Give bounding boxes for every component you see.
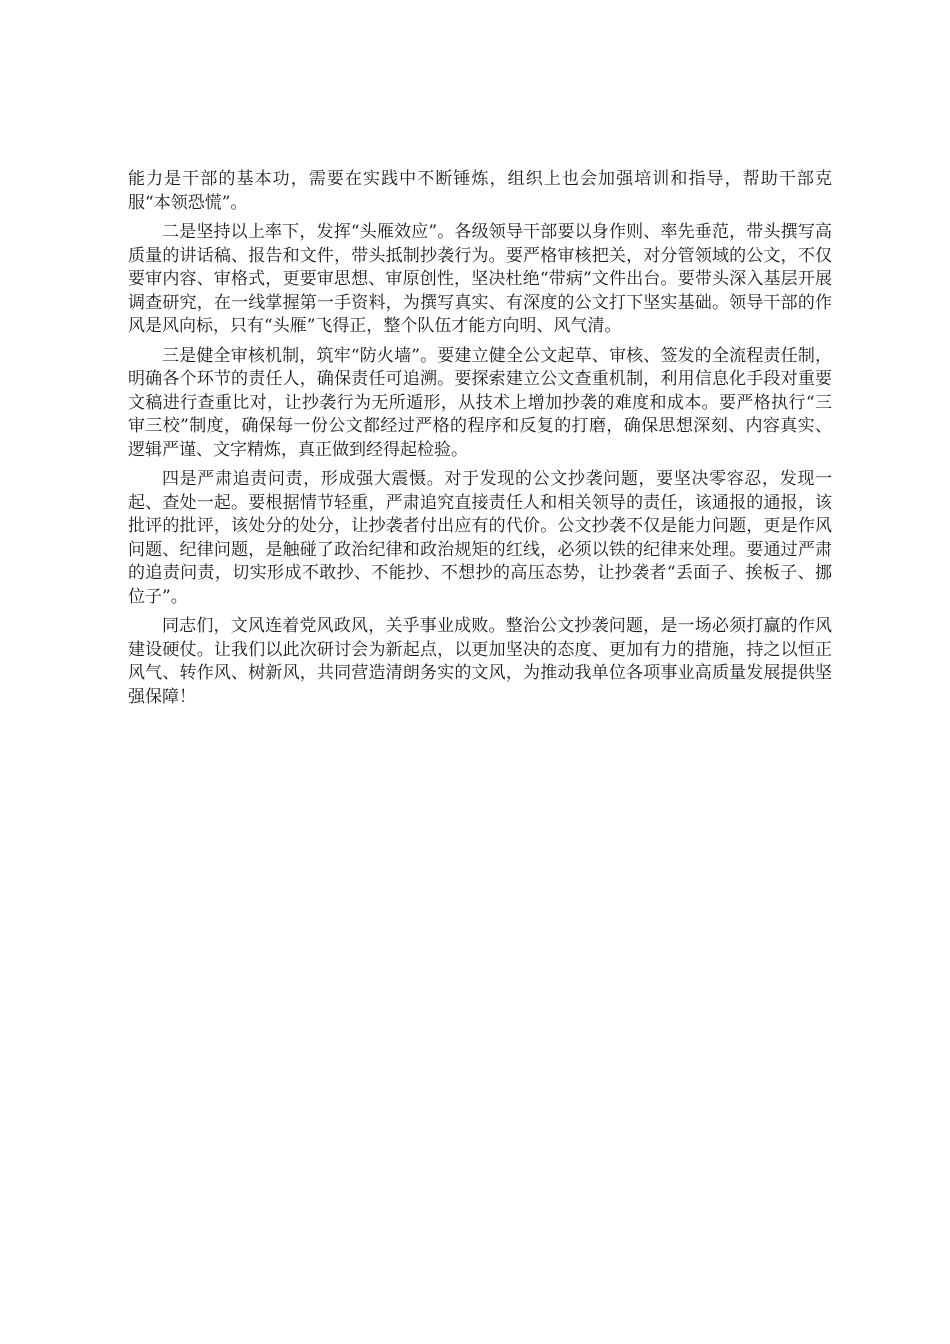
paragraph-second-point: 二是坚持以上率下，发挥“头雁效应”。各级领导干部要以身作则、率先垂范，带头撰写高质量的讲话稿、报告和文件，带头抵制抄袭行为。要严格审核把关，对分管领域的公文，不仅要审内容、审格式，更要审思想、审原创性，坚决杜绝“带病”文件出台。要带头深入基层开展调查研究，在一线掌握第一手资料，为撰写真实、有深度的公文打下坚实基础。领导干部的作风是风向标，只有“头雁”飞得正，整个队伍才能方向明、风气清。 [128, 222, 832, 336]
paragraph-closing: 同志们，文风连着党风政风，关乎事业成败。整治公文抄袭问题，是一场必须打赢的作风建设硬仗。让我们以此次研讨会为新起点，以更加坚决的态度、更加有力的措施，持之以恒正风气、转作风、树新风，共同营造清朗务实的文风，为推动我单位各项事业高质量发展提供坚强保障！ [128, 616, 832, 707]
paragraph-continuation: 能力是干部的基本功，需要在实践中不断锤炼，组织上也会加强培训和指导，帮助干部克服“本领恐慌”。 [128, 169, 832, 213]
paragraph-third-point: 三是健全审核机制，筑牢“防火墙”。要建立健全公文起草、审核、签发的全流程责任制，明确各个环节的责任人，确保责任可追溯。要探索建立公文查重机制，利用信息化手段对重要文稿进行查重比对，让抄袭行为无所遁形，从技术上增加抄袭的难度和成本。要严格执行“三审三校”制度，确保每一份公文都经过严格的程序和反复的打磨，确保思想深刻、内容真实、逻辑严谨、文字精炼，真正做到经得起检验。 [128, 345, 832, 460]
paragraph-fourth-point: 四是严肃追责问责，形成强大震慑。对于发现的公文抄袭问题，要坚决零容忍，发现一起、查处一起。要根据情节轻重，严肃追究直接责任人和相关领导的责任，该通报的通报，该批评的批评，该处分的处分，让抄袭者付出应有的代价。公文抄袭不仅是能力问题，更是作风问题、纪律问题，是触碰了政治纪律和政治规矩的红线，必须以铁的纪律来处理。要通过严肃的追责问责，切实形成不敢抄、不能抄、不想抄的高压态势，让抄袭者“丢面子、挨板子、挪位子”。 [128, 469, 832, 607]
document-body [128, 168, 832, 715]
